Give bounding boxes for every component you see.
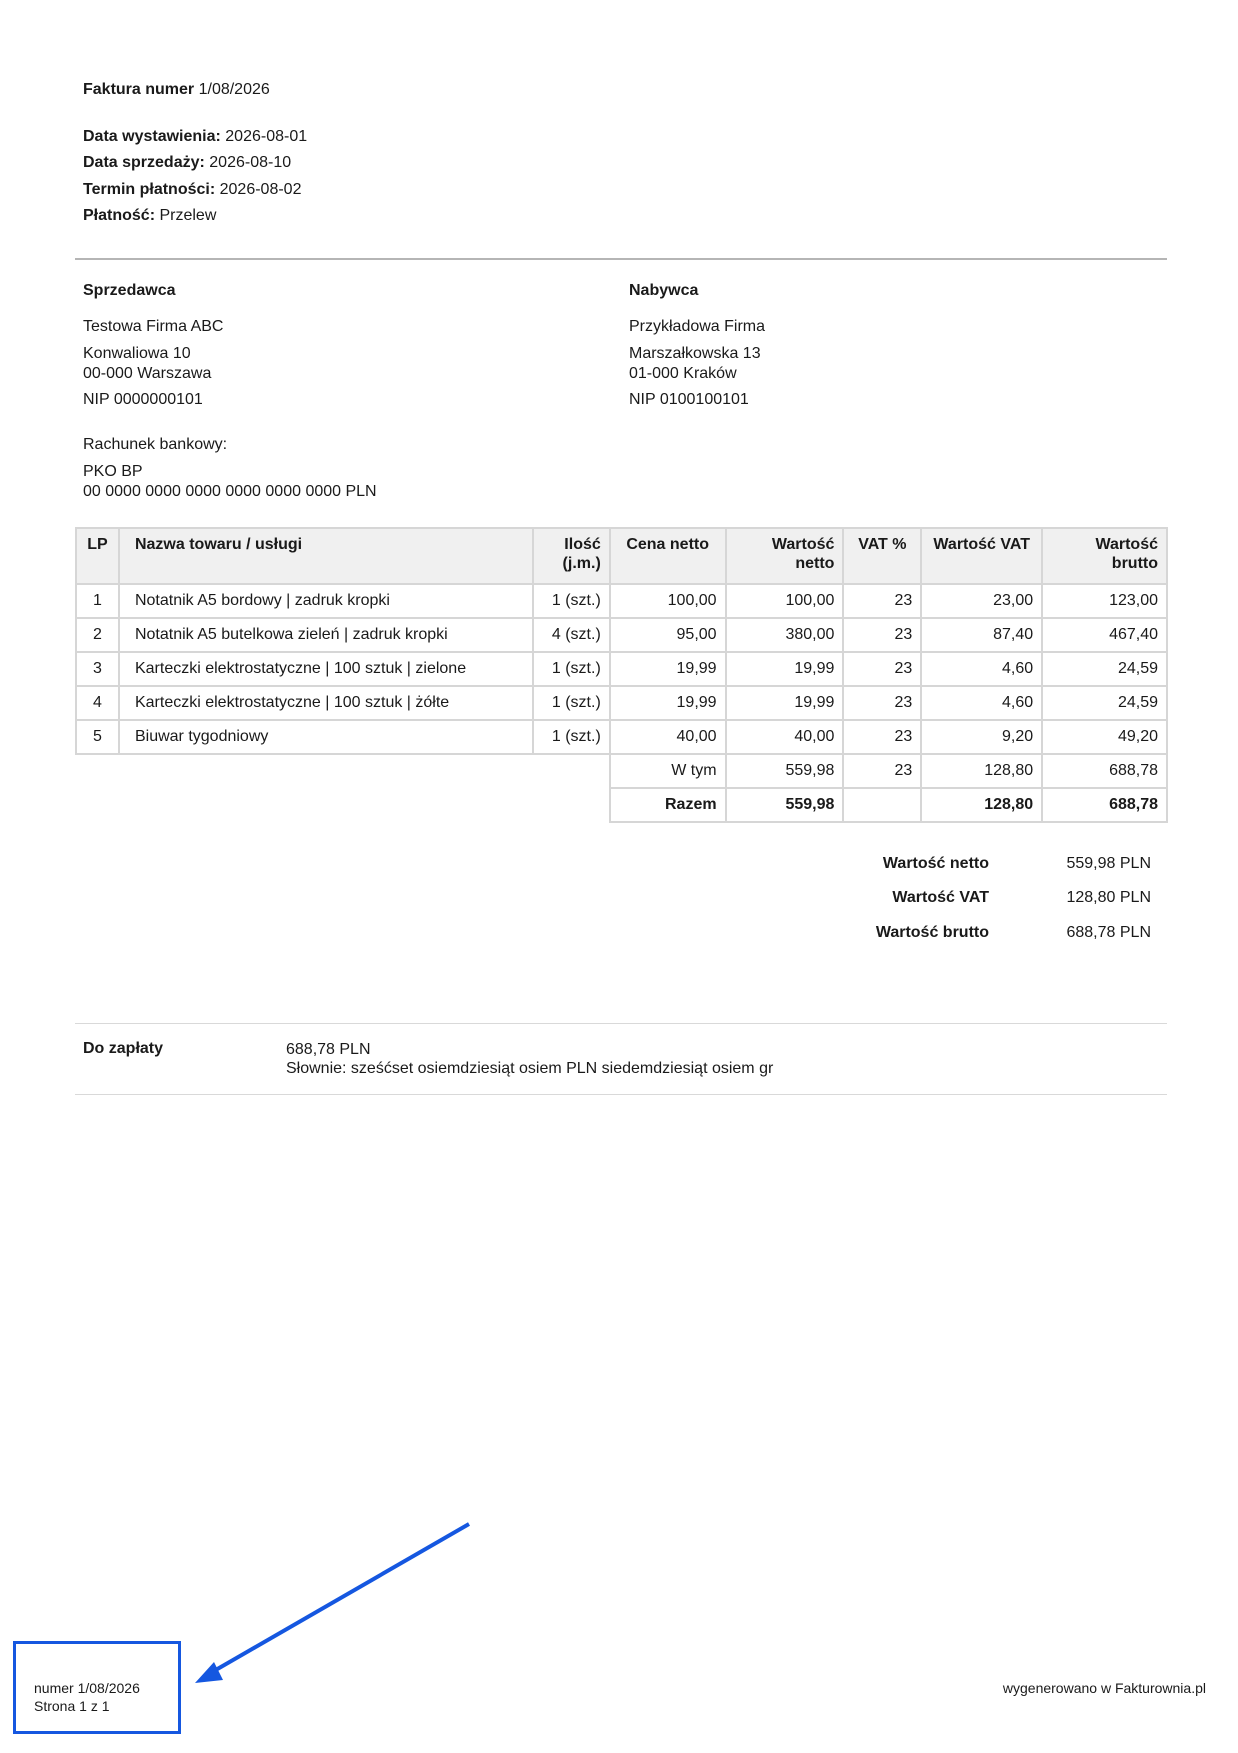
razem-vat: 128,80 [921,788,1042,822]
col-header-qty-line1: Ilość [564,536,601,553]
razem-gross: 688,78 [1042,788,1167,822]
row-name: Karteczki elektrostatyczne | 100 sztuk | żółte [119,686,533,720]
buyer-city: 01-000 Kraków [629,365,737,382]
row-gross: 24,59 [1042,652,1167,686]
row-lp: 4 [76,686,119,720]
row-lp: 2 [76,618,119,652]
invoice-number-value: 1/08/2026 [198,81,270,98]
row-lp: 1 [76,584,119,618]
row-vat-rate: 23 [843,618,921,652]
row-gross: 123,00 [1042,584,1167,618]
row-lp: 5 [76,720,119,754]
row-lp: 3 [76,652,119,686]
row-name: Notatnik A5 butelkowa zieleń | zadruk kropki [119,618,533,652]
row-price: 19,99 [610,686,726,720]
seller-city: 00-000 Warszawa [83,365,212,382]
total-vat-label: Wartość VAT [892,889,989,906]
row-vat-rate: 23 [843,584,921,618]
row-gross: 24,59 [1042,686,1167,720]
bank-account-number: 00 0000 0000 0000 0000 0000 0000 PLN [83,483,377,500]
row-vat: 4,60 [921,686,1042,720]
w-tym-vat-rate: 23 [843,754,921,788]
buyer-name: Przykładowa Firma [629,318,766,335]
row-net: 100,00 [726,584,844,618]
seller-street: Konwaliowa 10 [83,345,191,362]
payment-method-value: Przelew [159,207,217,224]
row-vat: 9,20 [921,720,1042,754]
col-header-net-line1: Wartość [771,536,835,553]
col-header-qty-line2: (j.m.) [562,555,601,572]
payment-due-amount: 688,78 PLN [286,1041,371,1058]
razem-net: 559,98 [726,788,844,822]
razem-label: Razem [610,788,726,822]
seller-name: Testowa Firma ABC [83,318,224,335]
col-header-vat-value: Wartość VAT [921,528,1042,584]
row-vat: 87,40 [921,618,1042,652]
col-header-gross-line2: brutto [1111,555,1158,572]
w-tym-net: 559,98 [726,754,844,788]
footer-page: Strona 1 z 1 [34,1698,110,1714]
issue-date-value: 2026-08-01 [225,128,308,145]
row-vat: 4,60 [921,652,1042,686]
seller-title: Sprzedawca [83,282,176,299]
sale-date-value: 2026-08-10 [209,154,292,171]
row-net: 19,99 [726,686,844,720]
footer-generated: wygenerowano w Fakturownia.pl [1002,1680,1206,1696]
row-price: 40,00 [610,720,726,754]
row-price: 100,00 [610,584,726,618]
seller-nip: NIP 0000000101 [83,391,203,408]
payment-due-label: Do zapłaty [83,1040,164,1057]
arrow-head [195,1662,223,1683]
total-net-label: Wartość netto [882,855,989,872]
buyer-title: Nabywca [629,282,699,299]
row-gross: 49,20 [1042,720,1167,754]
col-header-lp: LP [76,528,119,584]
total-vat-value: 128,80 PLN [1066,889,1151,906]
row-price: 95,00 [610,618,726,652]
col-header-gross-line1: Wartość [1095,536,1158,553]
arrow-shaft [207,1524,469,1675]
invoice-number-label: Faktura numer [83,81,195,98]
col-header-price: Cena netto [610,528,726,584]
row-qty: 4 (szt.) [533,618,610,652]
total-gross-value: 688,78 PLN [1066,924,1151,941]
row-qty: 1 (szt.) [533,686,610,720]
issue-date-label: Data wystawienia: [83,128,221,145]
payment-due-words: Słownie: sześćset osiemdziesiąt osiem PLN siedemdziesiąt osiem gr [286,1060,774,1077]
row-qty: 1 (szt.) [533,720,610,754]
row-qty: 1 (szt.) [533,652,610,686]
row-gross: 467,40 [1042,618,1167,652]
row-price: 19,99 [610,652,726,686]
row-net: 380,00 [726,618,844,652]
w-tym-vat: 128,80 [921,754,1042,788]
total-net-value: 559,98 PLN [1066,855,1151,872]
footer-number: numer 1/08/2026 [34,1680,140,1696]
row-vat-rate: 23 [843,652,921,686]
col-header-net-line2: netto [795,555,835,572]
row-vat-rate: 23 [843,686,921,720]
row-name: Notatnik A5 bordowy | zadruk kropki [119,584,533,618]
row-qty: 1 (szt.) [533,584,610,618]
total-gross-label: Wartość brutto [875,924,989,941]
w-tym-label: W tym [610,754,726,788]
payment-method-label: Płatność: [83,207,156,224]
due-date-label: Termin płatności: [83,181,216,198]
sale-date-label: Data sprzedaży: [83,154,205,171]
bank-name: PKO BP [83,463,143,480]
row-name: Karteczki elektrostatyczne | 100 sztuk | zielone [119,652,533,686]
row-name: Biuwar tygodniowy [119,720,533,754]
buyer-nip: NIP 0100100101 [629,391,749,408]
bank-account-label: Rachunek bankowy: [83,436,228,453]
due-date-value: 2026-08-02 [219,181,302,198]
row-vat: 23,00 [921,584,1042,618]
col-header-name: Nazwa towaru / usługi [119,528,533,584]
col-header-vat-rate: VAT % [843,528,921,584]
w-tym-gross: 688,78 [1042,754,1167,788]
row-net: 40,00 [726,720,844,754]
row-vat-rate: 23 [843,720,921,754]
row-net: 19,99 [726,652,844,686]
buyer-street: Marszałkowska 13 [629,345,761,362]
